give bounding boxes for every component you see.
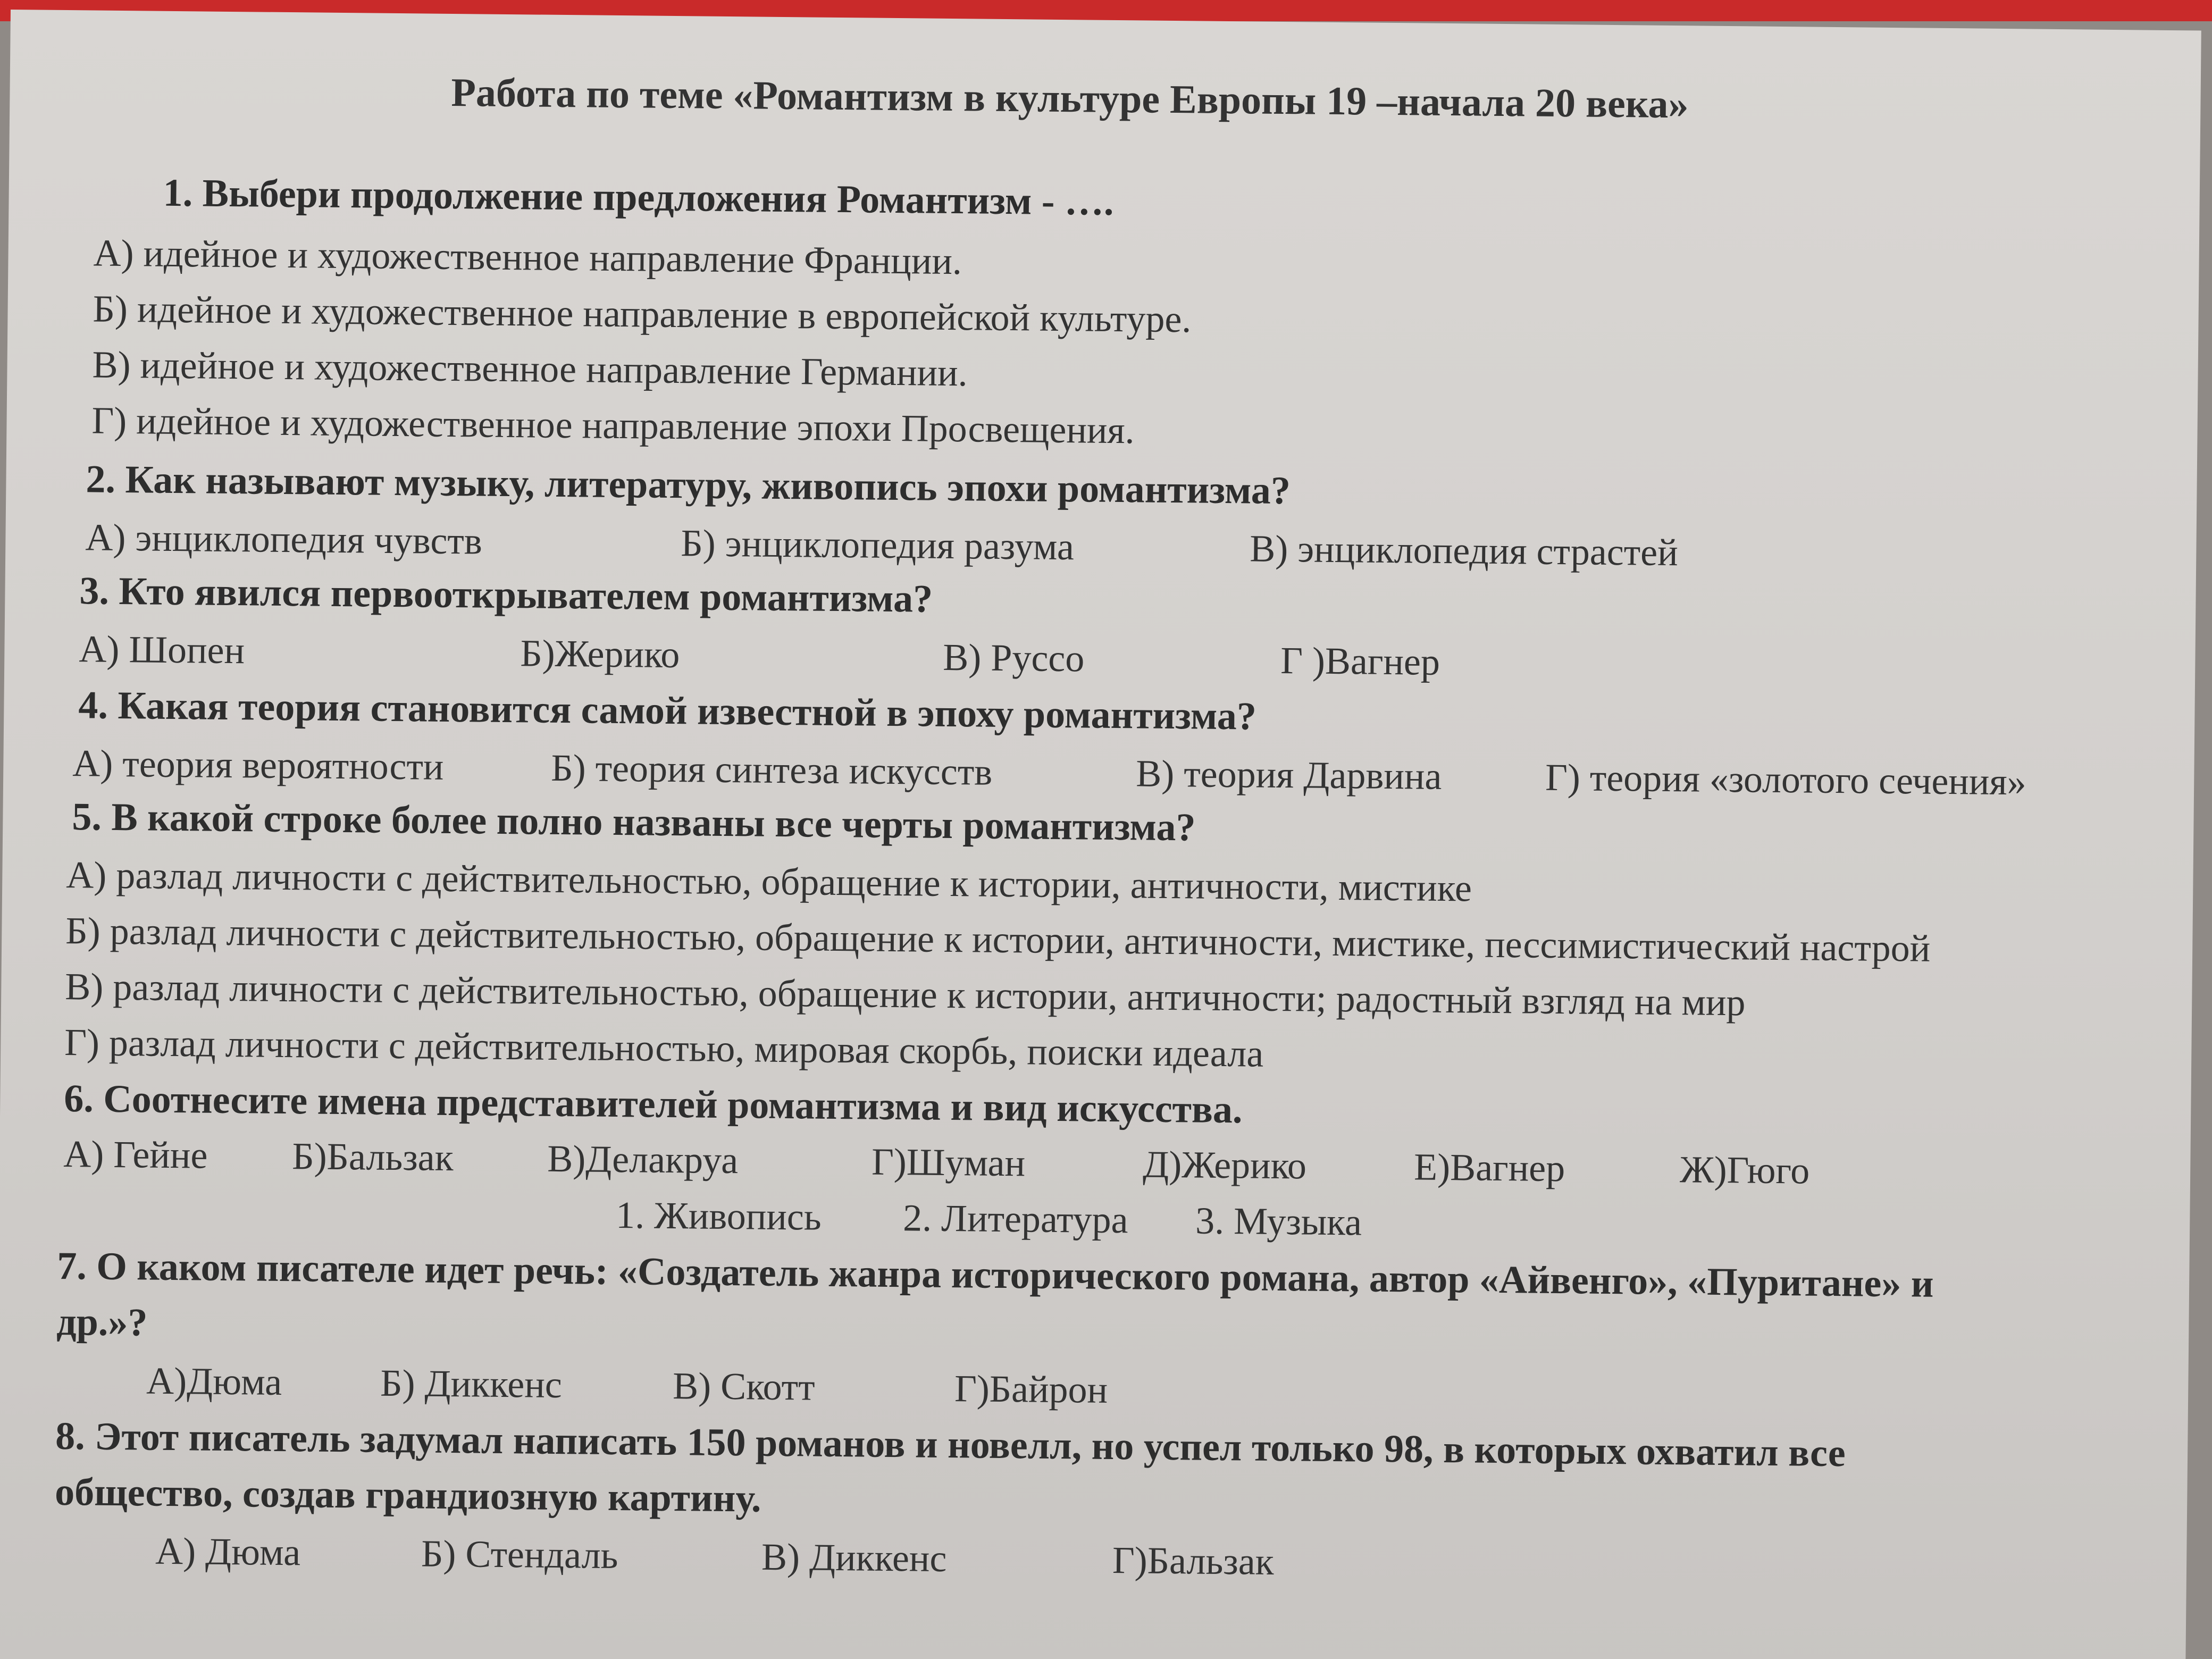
question-8-line-1: 8. Этот писатель задумал написать 150 романов и новелл, но успел только 98, в которых охватил все [55, 1414, 1846, 1476]
question-7-line-1: 7. О каком писателе идет речь: «Создатель жанра исторического романа, автор «Айвенго», «Пуритане» и [56, 1244, 1934, 1306]
worksheet-paper [0, 10, 2201, 1659]
question-4: 4. Какая теория становится самой известной в эпоху романтизма? [78, 683, 1257, 739]
q2-option-b: Б) энциклопедия разума [681, 522, 1075, 568]
q3-option-b: Б)Жерико [520, 632, 680, 676]
q1-option-a: А) идейное и художественное направление Франции. [93, 231, 962, 283]
q3-option-c: В) Руссо [943, 635, 1085, 680]
q4-option-c: В) теория Дарвина [1135, 752, 1442, 798]
q6-category-music: 3. Музыка [1195, 1199, 1362, 1244]
q8-option-c: В) Диккенс [761, 1535, 947, 1580]
q5-option-a: А) разлад личности с действительностью, обращение к истории, античности, мистике [66, 853, 1472, 910]
question-2: 2. Как называют музыку, литературу, живопись эпохи романтизма? [86, 457, 1291, 513]
q6-option-d: Г)Шуман [871, 1140, 1026, 1185]
q1-option-b: Б) идейное и художественное направление в европейской культуре. [93, 287, 1192, 341]
q4-option-d: Г) теория «золотого сечения» [1545, 756, 2026, 803]
q7-option-a: А)Дюма [146, 1359, 282, 1404]
q6-option-b: Б)Бальзак [291, 1135, 454, 1179]
q6-option-g: Ж)Гюго [1679, 1148, 1810, 1192]
q4-option-a: А) теория вероятности [72, 742, 444, 788]
q7-option-d: Г)Байрон [954, 1367, 1108, 1411]
q1-option-c: В) идейное и художественное направление Германии. [92, 343, 968, 395]
q5-option-c: В) разлад личности с действительностью, обращение к истории, античности; радостный взгляд на мир [64, 965, 1746, 1024]
q5-option-d: Г) разлад личности с действительностью, мировая скорбь, поиски идеала [64, 1021, 1264, 1075]
q6-option-f: Е)Вагнер [1413, 1145, 1565, 1190]
question-1: 1. Выбери продолжение предложения Романтизм - …. [163, 171, 1114, 224]
question-6: 6. Соотнесите имена представителей романтизма и вид искусства. [63, 1077, 1243, 1132]
q3-option-d: Г )Вагнер [1280, 639, 1440, 683]
q8-option-d: Г)Бальзак [1112, 1539, 1275, 1583]
q8-option-a: А) Дюма [155, 1529, 301, 1574]
q2-option-a: А) энциклопедия чувств [85, 516, 483, 563]
question-3: 3. Кто явился первооткрывателем романтизма? [79, 569, 933, 621]
q6-category-literature: 2. Литература [902, 1196, 1128, 1242]
q5-option-b: Б) разлад личности с действительностью, обращение к истории, античности, мистике, пессимистический настрой [65, 909, 1931, 970]
worksheet-title: Работа по теме «Романтизм в культуре Европы 19 –начала 20 века» [451, 70, 1689, 127]
q8-option-b: Б) Стендаль [421, 1532, 618, 1577]
q6-option-c: В)Делакруа [547, 1137, 739, 1182]
q2-option-c: В) энциклопедия страстей [1249, 527, 1679, 574]
question-7-line-2: др.»? [56, 1300, 148, 1345]
q3-option-a: А) Шопен [79, 627, 245, 672]
q6-option-a: А) Гейне [63, 1133, 208, 1177]
q6-option-e: Д)Жерико [1142, 1143, 1307, 1187]
question-5: 5. В какой строке более полно названы все черты романтизма? [72, 795, 1196, 850]
q6-category-painting: 1. Живопись [615, 1194, 822, 1238]
q4-option-b: Б) теория синтеза искусств [550, 746, 993, 793]
question-8-line-2: общество, создав грандиозную картину. [54, 1470, 761, 1521]
q1-option-d: Г) идейное и художественное направление эпохи Просвещения. [91, 399, 1135, 452]
q7-option-b: Б) Диккенс [380, 1361, 563, 1406]
q7-option-c: В) Скотт [672, 1364, 815, 1409]
